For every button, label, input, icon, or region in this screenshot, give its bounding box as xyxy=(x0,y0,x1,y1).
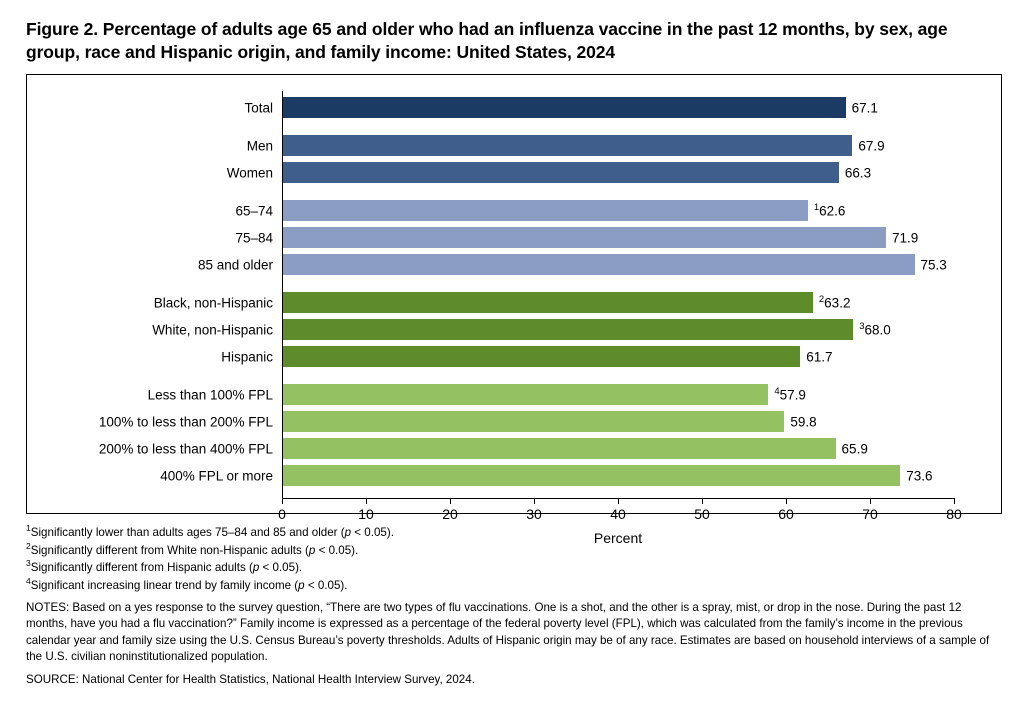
bar-value-label: 65.9 xyxy=(841,441,868,457)
footnote-p-symbol: p xyxy=(252,561,260,575)
bar xyxy=(282,227,886,248)
footnote-p-symbol: p xyxy=(308,543,316,557)
bar-category-label: 200% to less than 400% FPL xyxy=(98,441,273,457)
notes-block xyxy=(26,600,1002,666)
footnote-p-symbol: p xyxy=(344,526,352,540)
bar-row xyxy=(147,384,954,405)
x-axis-tick xyxy=(618,498,619,504)
y-axis-line xyxy=(282,91,283,498)
bar xyxy=(282,438,836,459)
x-axis-title: Percent xyxy=(593,530,643,547)
bar-value-label: $^3$68.0 xyxy=(859,320,891,338)
bar-category-label: Total xyxy=(244,100,273,116)
footnote-p-symbol: p xyxy=(298,578,305,592)
bar-category-label: Women xyxy=(226,165,273,181)
footnote-marker: 1 xyxy=(26,523,31,534)
bar-row xyxy=(160,465,954,486)
bar xyxy=(282,465,900,486)
bar-value-label: 66.3 xyxy=(844,165,872,181)
footnote-marker: 2 xyxy=(26,540,31,551)
bar xyxy=(282,292,813,313)
x-axis-tick xyxy=(450,498,451,504)
bar-row xyxy=(152,319,954,340)
footnote-item: $^2$Significantly different from White non-Hispanic adults (p < 0.05). xyxy=(26,540,359,557)
x-axis-tick-label: 40 xyxy=(610,506,626,523)
bar-value-label: $^1$62.6 xyxy=(813,201,846,219)
bar-row xyxy=(98,438,954,459)
bar xyxy=(282,135,852,156)
x-axis-tick-label: 50 xyxy=(694,506,710,523)
bar-row xyxy=(221,346,954,367)
footnote-item: $^4$Significant increasing linear trend by family income (p < 0.05). xyxy=(26,575,348,592)
source-block xyxy=(26,672,1002,688)
x-axis-tick xyxy=(366,498,367,504)
footnotes-block xyxy=(26,525,1002,688)
bar-value-label: 71.9 xyxy=(891,230,919,246)
bar xyxy=(282,162,839,183)
footnote-marker: 4 xyxy=(26,575,31,586)
bar-category-label: 85 and older xyxy=(197,257,273,273)
bar-category-label: Hispanic xyxy=(221,349,273,365)
bar-value-label: $^2$63.2 xyxy=(818,293,851,311)
bar-row xyxy=(98,411,954,432)
bar-category-label: White, non-Hispanic xyxy=(152,322,273,338)
x-axis-tick xyxy=(954,498,955,504)
bar-value-label: 61.7 xyxy=(806,349,833,365)
bar xyxy=(282,319,853,340)
x-axis-tick xyxy=(282,498,283,504)
bar-value-label: 75.3 xyxy=(920,257,947,273)
bar-row xyxy=(246,135,954,156)
page-title: Figure 2. Percentage of adults age 65 and older who had an influenza vaccine in the past 12 months, by sex, age group, race and Hispanic origin, and family income: United States, 2024 xyxy=(26,19,948,63)
x-axis-tick-label: 0 xyxy=(278,506,286,523)
x-axis-tick-label: 80 xyxy=(946,506,962,523)
bar-value-label: 59.8 xyxy=(790,414,817,430)
bar-category-label: Less than 100% FPL xyxy=(147,387,273,403)
bar-value-footnote-marker: 1 xyxy=(813,201,820,213)
bar xyxy=(282,254,915,275)
bar-value-label: 67.9 xyxy=(858,138,885,154)
x-axis-tick-label: 70 xyxy=(862,506,878,523)
x-axis-tick xyxy=(702,498,703,504)
source-text: SOURCE: National Center for Health Statistics, National Health Interview Survey, 2024. xyxy=(26,672,475,686)
bar-category-label: 75–84 xyxy=(235,230,273,246)
bar-row xyxy=(235,227,954,248)
footnote-marker: 3 xyxy=(26,558,31,569)
bar xyxy=(282,346,800,367)
bar xyxy=(282,200,808,221)
bar-value-footnote-marker: 2 xyxy=(818,293,825,305)
x-axis-tick-label: 30 xyxy=(526,506,542,523)
bar-category-label: 100% to less than 200% FPL xyxy=(98,414,273,430)
bar-row xyxy=(197,254,954,275)
bar-value-footnote-marker: 3 xyxy=(859,320,865,332)
x-axis-tick-label: 60 xyxy=(778,506,794,523)
x-axis-tick xyxy=(534,498,535,504)
bar-row xyxy=(153,292,954,313)
notes-text: NOTES: Based on a yes response to the survey question, “There are two types of flu vaccinations. One is a shot, and the other is a spray, mist, or drop in the nose. During the past 12 months, have you had a flu vaccination?” Family income is expressed as a percentage of the federal poverty level (FPL), which was calculated from the family’s income in the previous calendar year and family size using the U.S. Census Bureau’s poverty thresholds. Adults of Hispanic origin may be of any race. Estimates are based on household interviews of a sample of the U.S. civilian noninstitutionalized population. xyxy=(26,601,990,664)
bar-row xyxy=(235,200,954,221)
x-axis-tick xyxy=(786,498,787,504)
bar-category-label: Men xyxy=(246,138,273,154)
bar-value-label: 67.1 xyxy=(851,100,878,116)
footnote-item: $^3$Significantly different from Hispanic adults (p < 0.05). xyxy=(26,558,303,575)
x-axis-tick-label: 10 xyxy=(358,506,374,523)
bar-category-label: Black, non-Hispanic xyxy=(153,295,273,311)
bar-value-label: $^4$57.9 xyxy=(774,385,806,403)
bar-value-footnote-marker: 4 xyxy=(774,385,780,397)
bar xyxy=(282,97,846,118)
bar xyxy=(282,411,784,432)
bar-row xyxy=(244,97,954,118)
bar-category-label: 400% FPL or more xyxy=(160,468,273,484)
bar xyxy=(282,384,768,405)
x-axis-tick xyxy=(870,498,871,504)
footnote-item: $^1$Significantly lower than adults ages 75–84 and 85 and older (p < 0.05). xyxy=(26,523,394,540)
bar-category-label: 65–74 xyxy=(235,203,273,219)
bar-row xyxy=(226,162,954,183)
x-axis-tick-label: 20 xyxy=(442,506,458,523)
bar-value-label: 73.6 xyxy=(906,468,933,484)
